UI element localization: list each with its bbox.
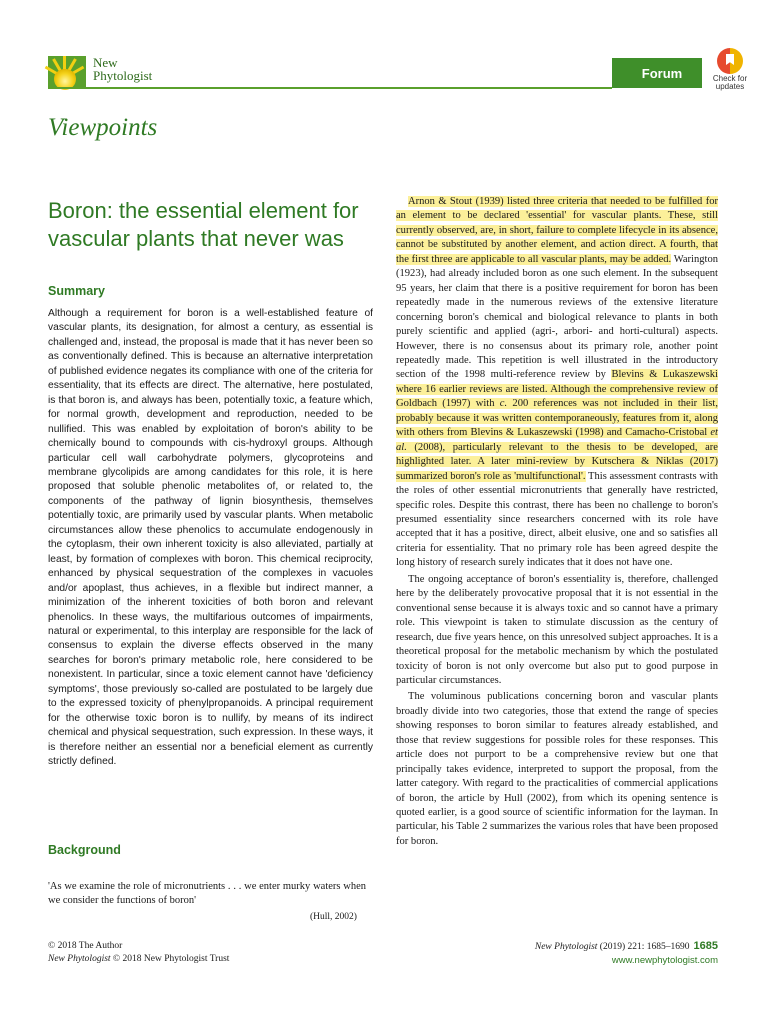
paragraph-2: The ongoing acceptance of boron's essentiality is, therefore, challenged here by the deliberately provocative proposal that it is not essential in the conventional sense because it is always toxic and so cannot have a primary role. This viewpoint is taken to stimulate discussion as the century of research, due five years hence, on this unresolved subject approaches. It is a theoretical proposal for the metabolic mechanism by which the postulated toxicity of boron is not only overcome but also put to good purpose in particular circumstances. bbox=[396, 573, 718, 686]
paragraph-3: The voluminous publications concerning boron and vascular plants broadly divide into two categories, those that extend the range of species showing responses to boron similar to features already established, and those that review suggestions for possible roles for these responses. This article does not purport to be a comprehensive review but one that principally takes evidence, interpreted to support the proposal, from the latter category. With regard to the practicalities of commercial applications of boron, the article by Hull (2002), from which its opening sentence is quoted earlier, is a good source of scientific information for the layman. In particular, his Table 2 summarizes the various roles that have been proposed for boron. bbox=[396, 691, 718, 847]
paragraph-1: Arnon & Stout (1939) listed three criteria that needed to be fulfilled for an element to be declared 'essential' for vascular plants. These, still currently observed, are, in short, failure to complete lifecycle in its absence, cannot be substituted by another element, and action direct. A fourth, that the first three are applicable to all vascular plants, may be added. Warington (1923), had already included boron as one such element. In the subsequent 95 years, her claim that there is a positive requirement for boron has been repeatedly made in the numerous reviews of the extensive literature concerning boron's chemical and biological relevance to plants in both purely scientific and applied (agri-, arbori- and horti-cultural) aspects. However, there is no consensus about its primary role, another point repeatedly made. This repetition is well illustrated in the introductory section of the 1998 multi-reference review by Blevins & Lukaszewski where 16 earlier reviews are listed. Although the comprehensive review of Goldbach (1997) with c. 200 references was not included in their list, probably because it was written contemporaneously, features from it, along with others from Blevins & Lukaszewski (1998) and Camacho-Cristobal et al. (2008), particularly relevant to the thesis to be developed, are highlighted later. A later mini-review by Kutschera & Niklas (2017) summarized boron's role as 'multifunctional'. This assessment contrasts with the roles of other essential micronutrients that generally have restricted, specific roles. Despite this contrast, there has been no challenge to boron's presumed essentiality since researchers concerned with its role have accepted that it has a positive, direct, albeit elusive, one and so satisfies all criteria for essentiality. That no primary role has been agreed despite the long history of research surely indicates that it does not have one. bbox=[396, 196, 718, 569]
journal-logo-icon bbox=[48, 56, 86, 88]
epigraph-citation: (Hull, 2002) bbox=[310, 912, 357, 922]
epigraph-quote: 'As we examine the role of micronutrients . . . we enter murky waters when we consider the functions of boron' bbox=[48, 881, 366, 906]
summary-heading: Summary bbox=[48, 284, 105, 298]
article-title: Boron: the essential element for vascular plants that never was bbox=[48, 198, 359, 251]
body-text bbox=[396, 195, 718, 849]
section-tab-forum: Forum bbox=[612, 58, 712, 88]
highlight: Arnon & Stout (1939) listed three criteria that needed to be fulfilled for an element to be declared 'essential' for vascular plants. These, still currently observed, are, in short, failure to complete lifecycle in its absence, cannot be substituted by another element, and action direct. A fourth, that the first three are applicable to all vascular plants, may be added. bbox=[396, 196, 718, 265]
header-divider bbox=[48, 87, 612, 89]
bookmark-icon bbox=[717, 48, 743, 74]
section-title: Viewpoints bbox=[48, 114, 158, 141]
page-number: 1685 bbox=[693, 940, 718, 952]
summary-body: Although a requirement for boron is a well-established feature of vascular plants, its designation, for almost a century, as essential is challenged and, instead, the proposal is made that it has never been so as conventionally defined. This is because an alternative interpretation of published evidence negates its compliance with one of the criteria for essentiality, that its effects are direct. The alternative, here postulated, is that boron is, and always has been, potentially toxic, a feature which, for normal growth, development and reproduction, needed to be nullified. This was enabled by exploitation of boron's ability to be chemically bound to compounds with cis-hydroxyl groups. Although particular cell wall carbohydrate polymers, glycoproteins and membrane glycolipids are among candidates for this role, it is here proposed that soluble phenolic metabolites of, or related to, the components of the pathway of lignin biosynthesis, themselves potentially toxic, are primarily used by vascular plants. When metabolic circumstances allow these phenolics to accumulate endogenously in the cytoplasm, their own inherent toxicity is also alleviated, partially at least, by formation of complexes with boron. This chemical reciprocity, enhanced by physical sequestration of the complexes in vacuoles and/or apoplast, thus achieves, in a flexible but indirect manner, a minimization of the inherent toxicities of both boron and relevant phenolics. In these ways, the multifarious outcomes of impairments, natural or experimental, to this interplay are responsible for the lack of consensus to explain the diverse effects observed in the many searches for boron's primary metabolic role, here considered to be nonexistent. In particular, since a toxic element cannot have 'deficiency symptoms', those previously so-called are postulated to be largely due to the expressed toxicity of phenylpropanoids. A principal requirement for the otherwise toxic boron is to nullify, by means of its indirect chemical and physical sequestration, such expression. In these ways, it is therefore neither an essential nor a beneficial element as currently strictly defined. bbox=[48, 308, 373, 768]
journal-name: New Phytologist bbox=[93, 55, 153, 83]
footer-copyright: © 2018 The Author New Phytologist © 2018 New Phytologist Trust bbox=[48, 941, 230, 964]
journal-website-link[interactable]: www.newphytologist.com bbox=[611, 955, 718, 966]
background-heading: Background bbox=[48, 843, 121, 857]
footer-citation: New Phytologist (2019) 221: 1685–1690 1685 www.newphytologist.com bbox=[470, 940, 718, 967]
check-for-updates-badge[interactable]: Check for updates bbox=[702, 46, 758, 102]
highlight: Blevins & Lukaszewski where 16 earlier reviews are listed. Although the comprehensive review of Goldbach (1997) with c. 200 references was not included in their list, probably because it was written contemporaneously, features from it, along with others from Blevins & Lukaszewski (1998) and Camacho-Cristobal et al. (2008), particularly relevant to the thesis to be developed, are highlighted later. A later mini-review by Kutschera & Niklas (2017) summarized boron's role as 'multifunctional'. bbox=[396, 369, 718, 482]
